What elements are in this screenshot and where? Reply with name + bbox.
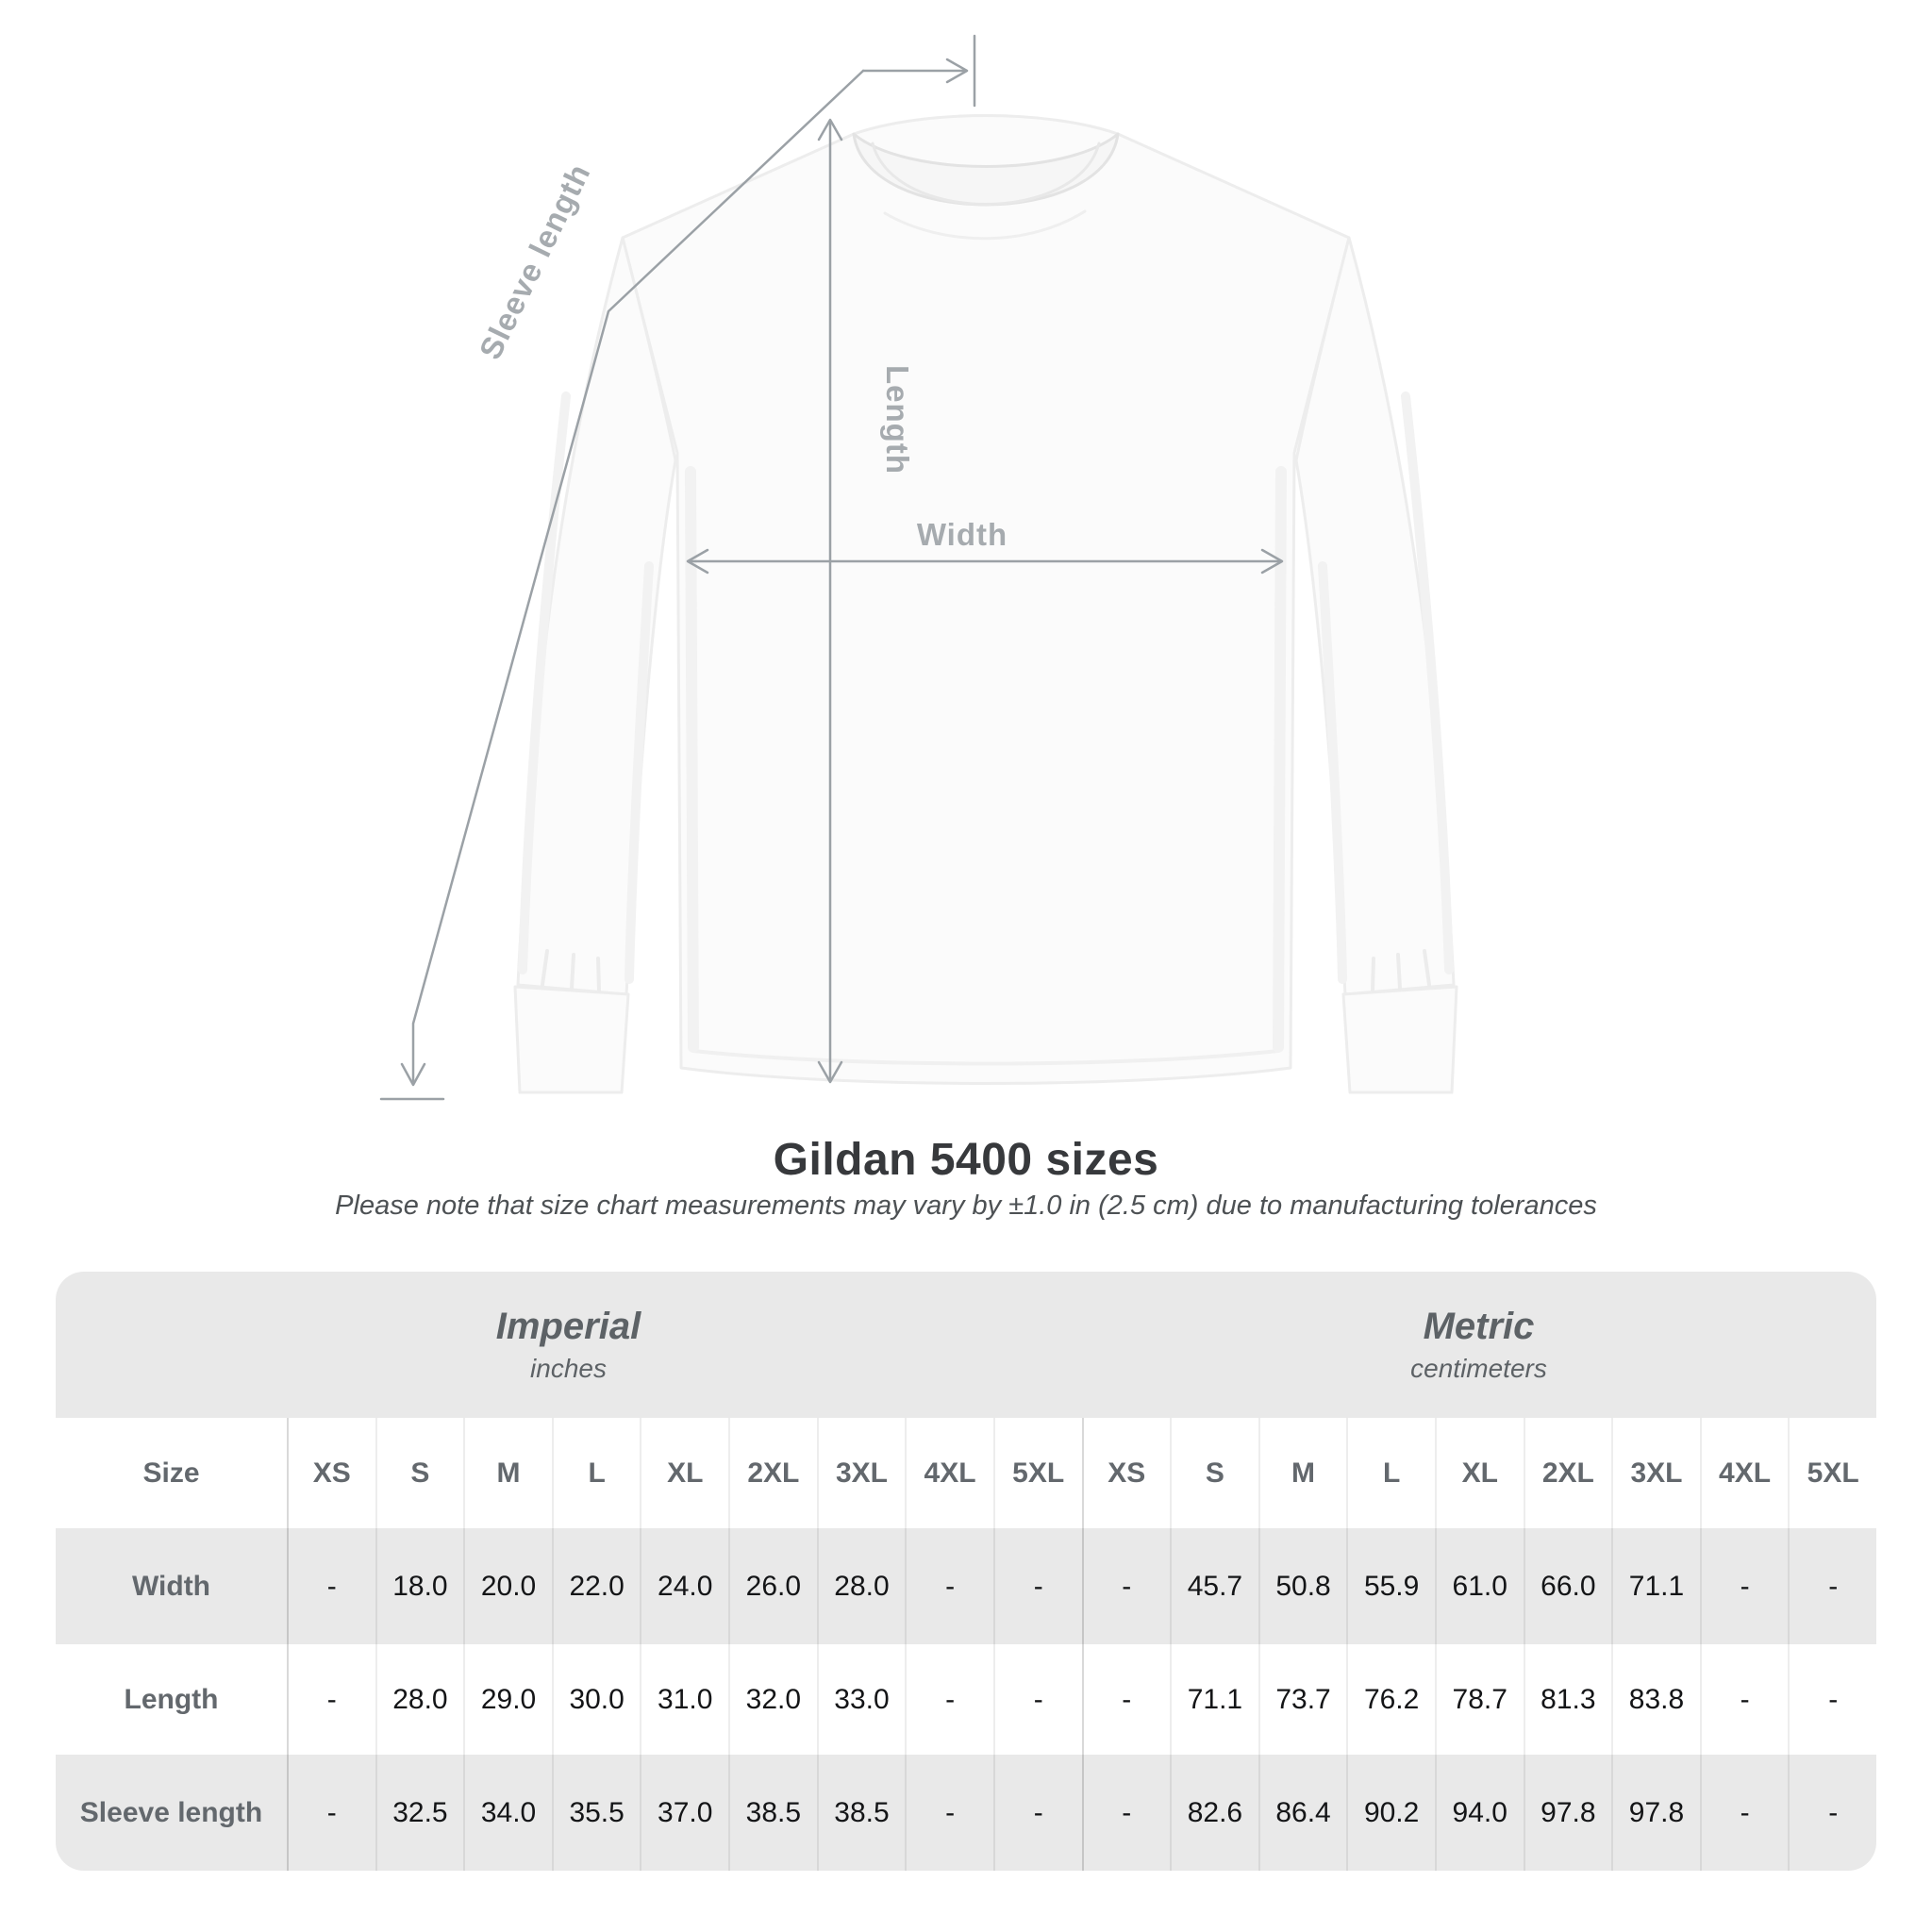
- value-cell-imperial: 28.0: [375, 1644, 464, 1755]
- length-label: Length: [880, 365, 915, 475]
- value-cell-imperial: 24.0: [640, 1528, 728, 1644]
- size-label-imperial: XL: [640, 1418, 728, 1528]
- size-label-metric: S: [1170, 1418, 1258, 1528]
- value-cell-imperial: 38.5: [728, 1755, 817, 1871]
- size-label-imperial: 2XL: [728, 1418, 817, 1528]
- size-label-imperial: XS: [287, 1418, 375, 1528]
- table-row: [56, 1528, 1876, 1644]
- value-cell-metric: -: [1082, 1528, 1171, 1644]
- value-cell-imperial: 33.0: [817, 1644, 906, 1755]
- table-row: [56, 1755, 1876, 1871]
- width-label: Width: [916, 517, 1008, 552]
- value-cell-imperial: -: [993, 1644, 1082, 1755]
- value-cell-imperial: 26.0: [728, 1528, 817, 1644]
- value-cell-metric: 45.7: [1170, 1528, 1258, 1644]
- sleeve-length-label: Sleeve length: [472, 158, 597, 365]
- value-cell-imperial: -: [905, 1528, 993, 1644]
- value-cell-imperial: -: [287, 1644, 375, 1755]
- value-cell-metric: -: [1788, 1755, 1876, 1871]
- imperial-name: Imperial: [495, 1306, 641, 1347]
- size-label-metric: XS: [1082, 1418, 1171, 1528]
- value-cell-imperial: 22.0: [552, 1528, 641, 1644]
- value-cell-metric: 83.8: [1611, 1644, 1700, 1755]
- size-label-metric: 4XL: [1700, 1418, 1789, 1528]
- value-cell-metric: 73.7: [1258, 1644, 1347, 1755]
- shirt-right-cuff: [1343, 987, 1457, 1092]
- value-cell-imperial: 30.0: [552, 1644, 641, 1755]
- value-cell-metric: 78.7: [1435, 1644, 1524, 1755]
- value-cell-imperial: -: [905, 1644, 993, 1755]
- size-label-imperial: S: [375, 1418, 464, 1528]
- imperial-unit: inches: [530, 1354, 607, 1383]
- tolerance-note: Please note that size chart measurements may vary by ±1.0 in (2.5 cm) due to manufacturing tolerances: [335, 1191, 1597, 1221]
- value-cell-metric: 50.8: [1258, 1528, 1347, 1644]
- row-label: Length: [124, 1683, 219, 1715]
- size-label-metric: 5XL: [1788, 1418, 1876, 1528]
- size-label-imperial: 3XL: [817, 1418, 906, 1528]
- value-cell-imperial: 31.0: [640, 1644, 728, 1755]
- value-cell-metric: 81.3: [1524, 1644, 1612, 1755]
- value-cell-imperial: 20.0: [463, 1528, 552, 1644]
- value-cell-imperial: 34.0: [463, 1755, 552, 1871]
- unit-band: [56, 1272, 1876, 1418]
- size-label-imperial: 4XL: [905, 1418, 993, 1528]
- value-cell-metric: -: [1700, 1528, 1789, 1644]
- value-cell-metric: 86.4: [1258, 1755, 1347, 1871]
- page-title: Gildan 5400 sizes: [773, 1135, 1159, 1185]
- value-cell-imperial: -: [287, 1755, 375, 1871]
- value-cell-metric: -: [1700, 1755, 1789, 1871]
- row-label: Sleeve length: [79, 1796, 263, 1828]
- body-shade-right: [1278, 472, 1281, 1047]
- size-label-imperial: L: [552, 1418, 641, 1528]
- size-column-header: Size: [142, 1457, 200, 1489]
- shirt-body: [623, 116, 1349, 1084]
- value-cell-metric: 90.2: [1346, 1755, 1435, 1871]
- shirt-left-cuff: [515, 987, 628, 1092]
- value-cell-metric: 71.1: [1611, 1528, 1700, 1644]
- size-label-metric: L: [1346, 1418, 1435, 1528]
- value-cell-imperial: 28.0: [817, 1528, 906, 1644]
- value-cell-imperial: -: [287, 1528, 375, 1644]
- value-cell-metric: -: [1700, 1644, 1789, 1755]
- value-cell-metric: 94.0: [1435, 1755, 1524, 1871]
- value-cell-metric: 82.6: [1170, 1755, 1258, 1871]
- value-cell-imperial: -: [993, 1755, 1082, 1871]
- value-cell-imperial: 29.0: [463, 1644, 552, 1755]
- size-label-metric: XL: [1435, 1418, 1524, 1528]
- size-label-imperial: M: [463, 1418, 552, 1528]
- value-cell-metric: -: [1788, 1644, 1876, 1755]
- value-cell-imperial: 38.5: [817, 1755, 906, 1871]
- value-cell-imperial: 32.0: [728, 1644, 817, 1755]
- row-label: Width: [131, 1570, 211, 1602]
- size-grid: [56, 1418, 1876, 1871]
- metric-name: Metric: [1423, 1306, 1535, 1347]
- value-cell-metric: 97.8: [1524, 1755, 1612, 1871]
- value-cell-imperial: 35.5: [552, 1755, 641, 1871]
- table-row: [56, 1644, 1876, 1755]
- size-table: [56, 1272, 1876, 1871]
- value-cell-metric: 76.2: [1346, 1644, 1435, 1755]
- value-cell-imperial: -: [905, 1755, 993, 1871]
- size-header-row: [56, 1418, 1876, 1528]
- shirt-illustration: [515, 116, 1457, 1093]
- value-cell-metric: 55.9: [1346, 1528, 1435, 1644]
- value-cell-imperial: 18.0: [375, 1528, 464, 1644]
- size-label-metric: 3XL: [1611, 1418, 1700, 1528]
- value-cell-metric: -: [1788, 1528, 1876, 1644]
- value-cell-metric: -: [1082, 1755, 1171, 1871]
- size-label-imperial: 5XL: [993, 1418, 1082, 1528]
- imperial-header: [56, 1272, 1081, 1418]
- value-cell-imperial: -: [993, 1528, 1082, 1644]
- value-cell-imperial: 32.5: [375, 1755, 464, 1871]
- size-label-metric: M: [1258, 1418, 1347, 1528]
- value-cell-metric: 97.8: [1611, 1755, 1700, 1871]
- value-cell-imperial: 37.0: [640, 1755, 728, 1871]
- metric-header: [1081, 1272, 1876, 1418]
- size-label-metric: 2XL: [1524, 1418, 1612, 1528]
- metric-unit: centimeters: [1410, 1354, 1547, 1383]
- value-cell-metric: 71.1: [1170, 1644, 1258, 1755]
- value-cell-metric: -: [1082, 1644, 1171, 1755]
- value-cell-metric: 61.0: [1435, 1528, 1524, 1644]
- value-cell-metric: 66.0: [1524, 1528, 1612, 1644]
